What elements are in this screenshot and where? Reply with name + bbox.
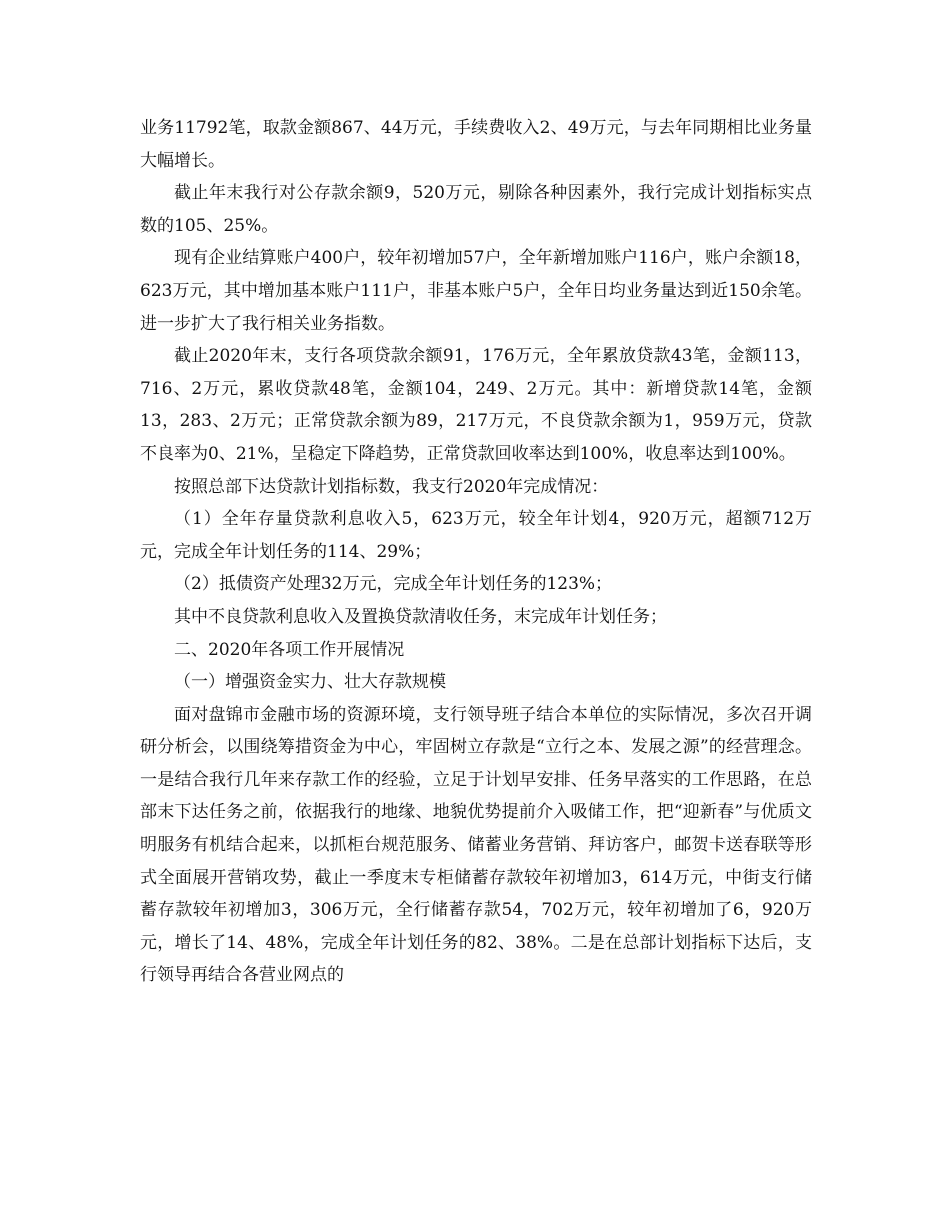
paragraph-6: 其中不良贷款利息收入及置换贷款清收任务，末完成年计划任务；	[174, 606, 667, 627]
document-body	[140, 112, 812, 992]
paragraph-2: 截止年末我行对公存款余额9，520万元，剔除各种因素外，我行完成计划指标实点数的105、25%。	[140, 183, 812, 236]
paragraph-4: 截止2020年末，支行各项贷款余额91，176万元，全年累放贷款43笔，金额113，716、2万元，累收贷款48笔，金额104，249、2万元。其中：新增贷款14笔，金额13，283、2万元；正常贷款余额为89，217万元，不良贷款余额为1，959万元，贷款不良率为0、21%，呈稳定下降趋势，正常贷款回收率达到100%，收息率达到100%。	[140, 346, 812, 464]
subsection-heading: （一）增强资金实力、壮大存款规模	[174, 672, 446, 693]
paragraph-5: 按照总部下达贷款计划指标数，我支行2020年完成情况：	[174, 476, 609, 497]
section-heading: 二、2020年各项工作开展情况	[174, 639, 405, 660]
paragraph-3: 现有企业结算账户400户，较年初增加57户，全年新增加账户116户，账户余额18，623万元，其中增加基本账户111户，非基本账户5户，全年日均业务量达到近150余笔。进一步扩大了我行相关业务指数。	[140, 248, 812, 334]
paragraph-1: 业务11792笔，取款金额867、44万元，手续费收入2、49万元，与去年同期相比业务量大幅增长。	[140, 118, 812, 171]
list-item-2: （2）抵债资产处理32万元，完成全年计划任务的123%；	[174, 574, 613, 595]
list-item-1: （1）全年存量贷款利息收入5，623万元，较全年计划4，920万元，超额712万元，完成全年计划任务的114、29%；	[140, 509, 812, 562]
paragraph-7: 面对盘锦市金融市场的资源环境，支行领导班子结合本单位的实际情况，多次召开调研分析会，以围绕筹措资金为中心，牢固树立存款是“立行之本、发展之源”的经营理念。一是结合我行几年来存款工作的经验，立足于计划早安排、任务早落实的工作思路，在总部末下达任务之前，依据我行的地缘、地貌优势提前介入吸储工作，把“迎新春”与优质文明服务有机结合起来，以抓柜台规范服务、储蓄业务营销、拜访客户，邮贺卡送春联等形式全面展开营销攻势，截止一季度末专柜储蓄存款较年初增加3，614万元，中街支行储蓄存款较年初增加3，306万元，全行储蓄存款54，702万元，较年初增加了6，920万元，增长了14、48%，完成全年计划任务的82、38%。二是在总部计划指标下达后，支行领导再结合各营业网点的	[140, 704, 812, 986]
